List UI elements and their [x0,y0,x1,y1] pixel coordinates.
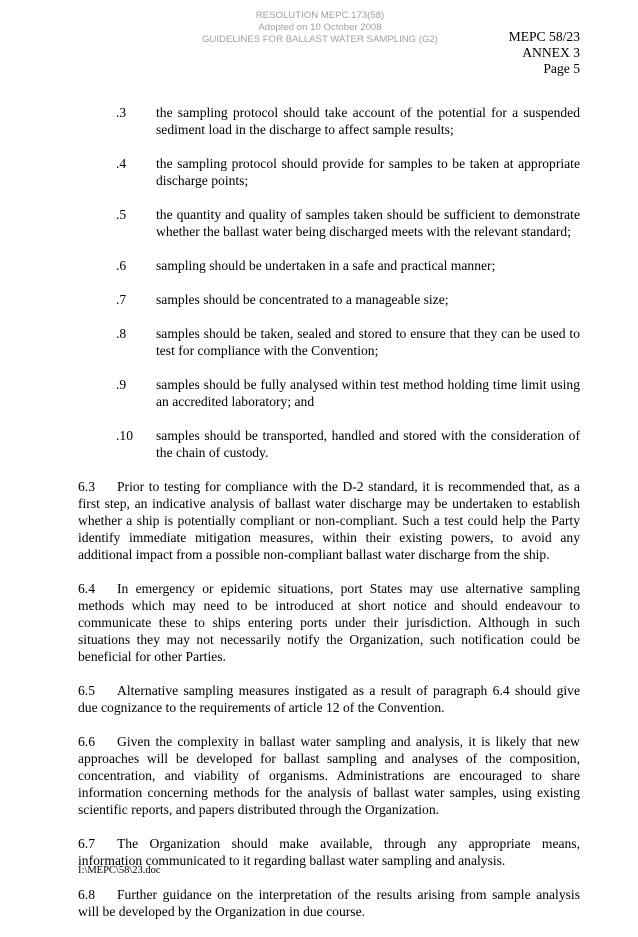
annex-label: ANNEX 3 [522,45,580,60]
list-item [78,206,580,240]
list-item [78,325,580,359]
list-item-number: .10 [116,428,133,443]
paragraph-6-6 [78,733,580,818]
list-item [78,155,580,189]
list-item-text: sampling should be undertaken in a safe and practical manner; [156,258,496,273]
list-item [78,427,580,461]
list-item-number: .6 [116,258,127,273]
list-item-text: the sampling protocol should provide for samples to be taken at appropriate discharge points; [156,156,580,188]
paragraph-number: 6.6 [78,734,95,749]
paragraph-text: Given the complexity in ballast water sampling and analysis, it is likely that new approaches will be developed for ballast sampling and analyses of the composition, concentration, and viability of organisms. Administrations are encouraged to share information concerning methods for the analysis of ballast water samples, using existing scientific reports, and papers distributed through the Organization. [78,734,580,817]
paragraph-text: Prior to testing for compliance with the D-2 standard, it is recommended that, as a first step, an indicative analysis of ballast water discharge may be undertaken to establish whether a ship is potentially compliant or non-compliant. Such a test could help the Party identify immediate mitigation measures, within their existing powers, to avoid any additional impact from a possible non-compliant ballast water discharge from the ship. [78,479,580,562]
doc-number: MEPC 58/23 [508,29,580,44]
list-item [78,376,580,410]
list-item-text: samples should be transported, handled and stored with the consideration of the chain of custody. [156,428,580,460]
list-item-number: .8 [116,326,127,341]
paragraph-text: The Organization should make available, through any appropriate means, information communicated to it regarding ballast water sampling and analysis. [78,836,580,868]
page-number: Page 5 [543,61,580,76]
list-item-text: samples should be concentrated to a manageable size; [156,292,449,307]
paragraph-6-3 [78,478,580,563]
list-item-text: samples should be taken, sealed and stored to ensure that they can be used to test for compliance with the Convention; [156,326,580,358]
paragraph-number: 6.4 [78,581,95,596]
watermark [150,10,490,46]
list-item-text: the quantity and quality of samples taken should be sufficient to demonstrate whether the ballast water being discharged meets with the relevant standard; [156,207,580,239]
list-item-number: .7 [116,292,127,307]
document-reference [509,29,580,77]
footer-file-path: I:\MEPC\58\23.doc [78,865,161,876]
list-item-number: .3 [116,105,127,120]
watermark-resolution: RESOLUTION MEPC.173(58) [255,10,385,21]
watermark-adopted-date: Adopted on 10 October 2008 [258,22,382,33]
paragraph-text: In emergency or epidemic situations, port States may use alternative sampling methods which may need to be introduced at short notice and should endeavour to communicate these to ships entering ports under their jurisdiction. Although in such situations they may not necessarily notify the Organization, such notification could be beneficial for other Parties. [78,581,580,664]
list-item [78,291,580,308]
document-body [78,104,580,937]
paragraph-number: 6.5 [78,683,95,698]
list-item-text: samples should be fully analysed within test method holding time limit using an accredited laboratory; and [156,377,580,409]
paragraph-text: Further guidance on the interpretation of the results arising from sample analysis will be developed by the Organization in due course. [78,887,580,919]
paragraph-number: 6.3 [78,479,95,494]
list-item-number: .9 [116,377,127,392]
list-item-number: .4 [116,156,127,171]
list-item-number: .5 [116,207,127,222]
list-item-text: the sampling protocol should take account of the potential for a suspended sediment load in the discharge to affect sample results; [156,105,580,137]
paragraph-6-4 [78,580,580,665]
paragraph-number: 6.7 [78,836,95,851]
paragraph-text: Alternative sampling measures instigated as a result of paragraph 6.4 should give due cognizance to the requirements of article 12 of the Convention. [78,683,580,715]
paragraph-6-5 [78,682,580,716]
paragraph-6-8 [78,886,580,920]
paragraph-number: 6.8 [78,887,95,902]
list-item [78,104,580,138]
list-item [78,257,580,274]
watermark-guidelines-title: GUIDELINES FOR BALLAST WATER SAMPLING (G2) [202,34,438,45]
